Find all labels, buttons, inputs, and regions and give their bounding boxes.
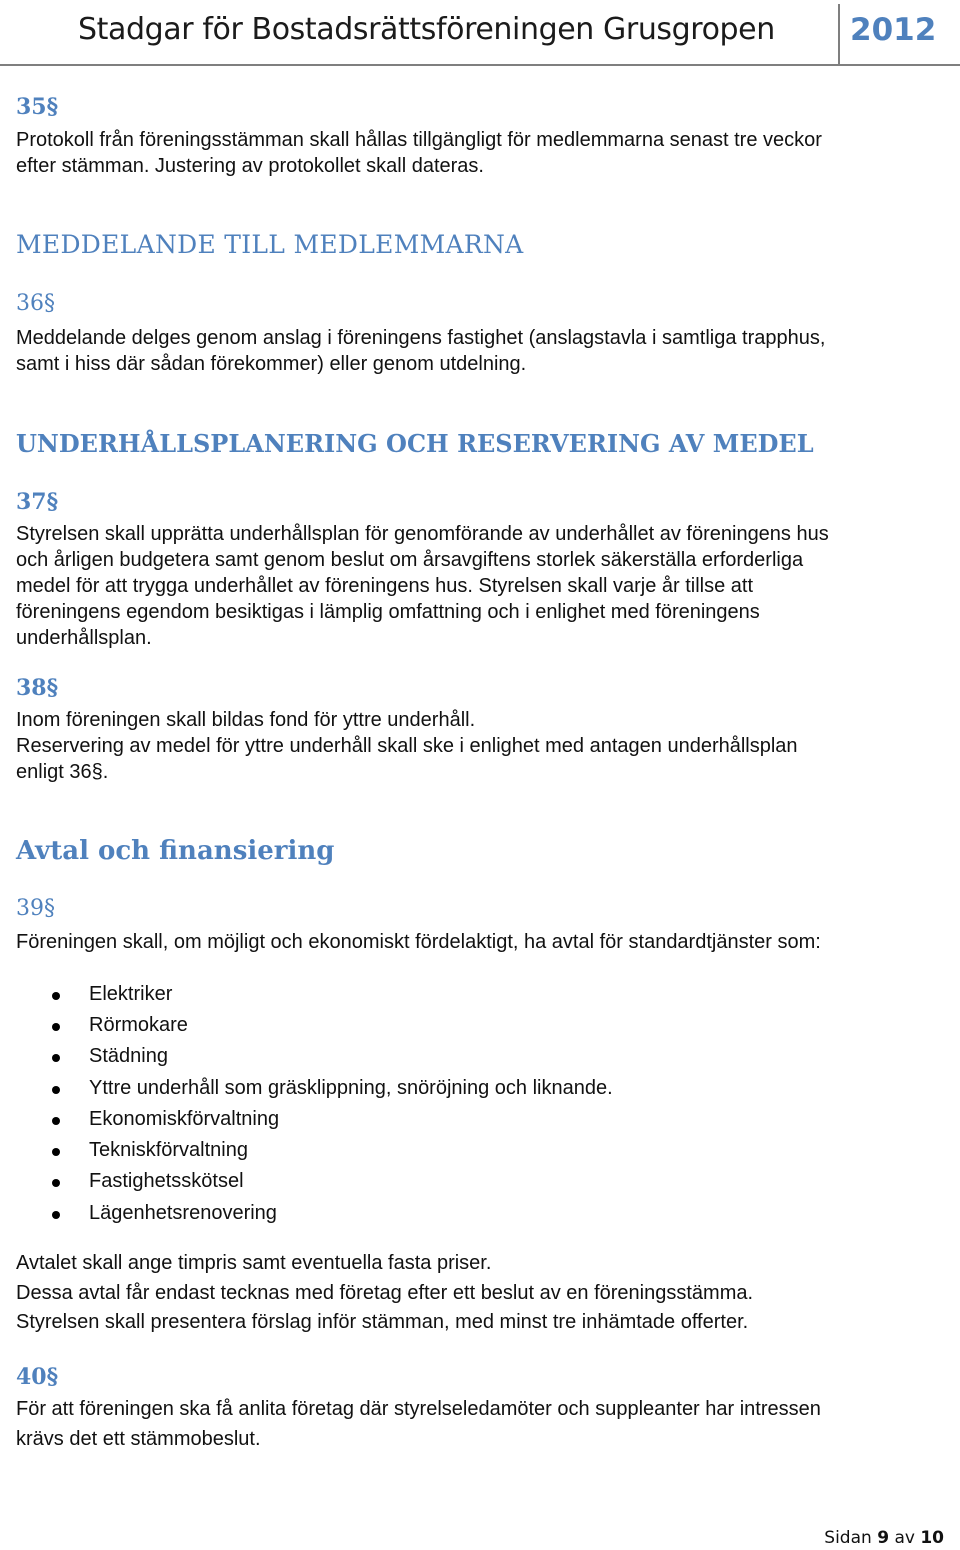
list-item bbox=[0, 1107, 800, 1137]
page-header bbox=[0, 0, 960, 62]
paragraph-line: Protokoll från föreningsstämman skall hållas tillgängligt för medlemmarna senast tre veckor bbox=[16, 129, 822, 151]
section-number-36: 36§ bbox=[16, 291, 55, 316]
current-page: 9 bbox=[877, 1528, 890, 1548]
paragraph-line: Reservering av medel för yttre underhåll skall ske i enlighet med antagen underhållsplan bbox=[16, 735, 798, 757]
paragraph-line: För att föreningen ska få anlita företag där styrelseledamöter och suppleanter har intressen bbox=[16, 1398, 821, 1420]
bullet-icon bbox=[52, 1148, 60, 1156]
list-item bbox=[0, 1138, 800, 1168]
paragraph-line: Meddelande delges genom anslag i föreningens fastighet (anslagstavla i samtliga trapphus, bbox=[16, 327, 826, 349]
list-item bbox=[0, 1201, 800, 1231]
list-item-label: Tekniskförvaltning bbox=[89, 1139, 248, 1161]
paragraph-line: Avtalet skall ange timpris samt eventuella fasta priser. bbox=[16, 1252, 492, 1274]
paragraph-line: enligt 36§. bbox=[16, 761, 109, 783]
heading-avtal: Avtal och finansiering bbox=[16, 836, 335, 866]
paragraph-line: föreningens egendom besiktigas i lämplig omfattning och i enlighet med föreningens bbox=[16, 601, 760, 623]
section-number-39: 39§ bbox=[16, 896, 55, 921]
bullet-icon bbox=[52, 1179, 60, 1187]
paragraph-line: Föreningen skall, om möjligt och ekonomiskt fördelaktigt, ha avtal för standardtjänster som: bbox=[16, 931, 821, 953]
paragraph-line: underhållsplan. bbox=[16, 627, 152, 649]
paragraph-line: samt i hiss där sådan förekommer) eller genom utdelning. bbox=[16, 353, 527, 375]
section-number-38: 38§ bbox=[16, 675, 59, 701]
list-item-label: Yttre underhåll som gräsklippning, snöröjning och liknande. bbox=[89, 1077, 613, 1099]
list-item bbox=[0, 982, 800, 1012]
paragraph-line: medel för att trygga underhållet av föreningens hus. Styrelsen skall varje år tillse att bbox=[16, 575, 754, 597]
heading-underhall: UNDERHÅLLSPLANERING OCH RESERVERING AV MEDEL bbox=[16, 429, 814, 458]
list-item-label: Rörmokare bbox=[89, 1014, 188, 1036]
paragraph-line: Inom föreningen skall bildas fond för yttre underhåll. bbox=[16, 709, 476, 731]
list-item bbox=[0, 1076, 800, 1106]
list-item-label: Lägenhetsrenovering bbox=[89, 1202, 277, 1224]
list-item bbox=[0, 1044, 800, 1074]
document-year: 2012 bbox=[850, 12, 937, 48]
list-item bbox=[0, 1169, 800, 1199]
list-item-label: Fastighetsskötsel bbox=[89, 1170, 244, 1192]
paragraph-line: efter stämman. Justering av protokollet skall dateras. bbox=[16, 155, 484, 177]
heading-meddelande: MEDDELANDE TILL MEDLEMMARNA bbox=[16, 230, 524, 259]
bullet-icon bbox=[52, 1023, 60, 1031]
page-separator: av bbox=[894, 1528, 915, 1548]
paragraph-line: och årligen budgetera samt genom beslut om årsavgiftens storlek säkerställa erforderliga bbox=[16, 549, 804, 571]
document-title: Stadgar för Bostadsrättsföreningen Grusgropen bbox=[78, 12, 775, 47]
bullet-icon bbox=[52, 1117, 60, 1125]
paragraph-line: Dessa avtal får endast tecknas med företag efter ett beslut av en föreningsstämma. bbox=[16, 1282, 754, 1304]
list-item-label: Ekonomiskförvaltning bbox=[89, 1108, 280, 1130]
paragraph-line: krävs det ett stämmobeslut. bbox=[16, 1428, 261, 1450]
header-divider bbox=[838, 4, 840, 64]
total-pages: 10 bbox=[920, 1528, 944, 1548]
section-number-37: 37§ bbox=[16, 489, 59, 515]
list-item-label: Städning bbox=[89, 1045, 168, 1067]
page-prefix: Sidan bbox=[824, 1528, 872, 1548]
list-item bbox=[0, 1013, 800, 1043]
bullet-icon bbox=[52, 1086, 60, 1094]
paragraph-line: Styrelsen skall presentera förslag inför stämman, med minst tre inhämtade offerter. bbox=[16, 1311, 749, 1333]
paragraph-line: Styrelsen skall upprätta underhållsplan för genomförande av underhållet av föreningens hus bbox=[16, 523, 829, 545]
bullet-icon bbox=[52, 992, 60, 1000]
page-number bbox=[824, 1528, 944, 1548]
bullet-icon bbox=[52, 1054, 60, 1062]
header-rule bbox=[0, 64, 960, 66]
bullet-icon bbox=[52, 1211, 60, 1219]
section-number-40: 40§ bbox=[16, 1364, 59, 1390]
section-number-35: 35§ bbox=[16, 94, 59, 120]
list-item-label: Elektriker bbox=[89, 983, 173, 1005]
